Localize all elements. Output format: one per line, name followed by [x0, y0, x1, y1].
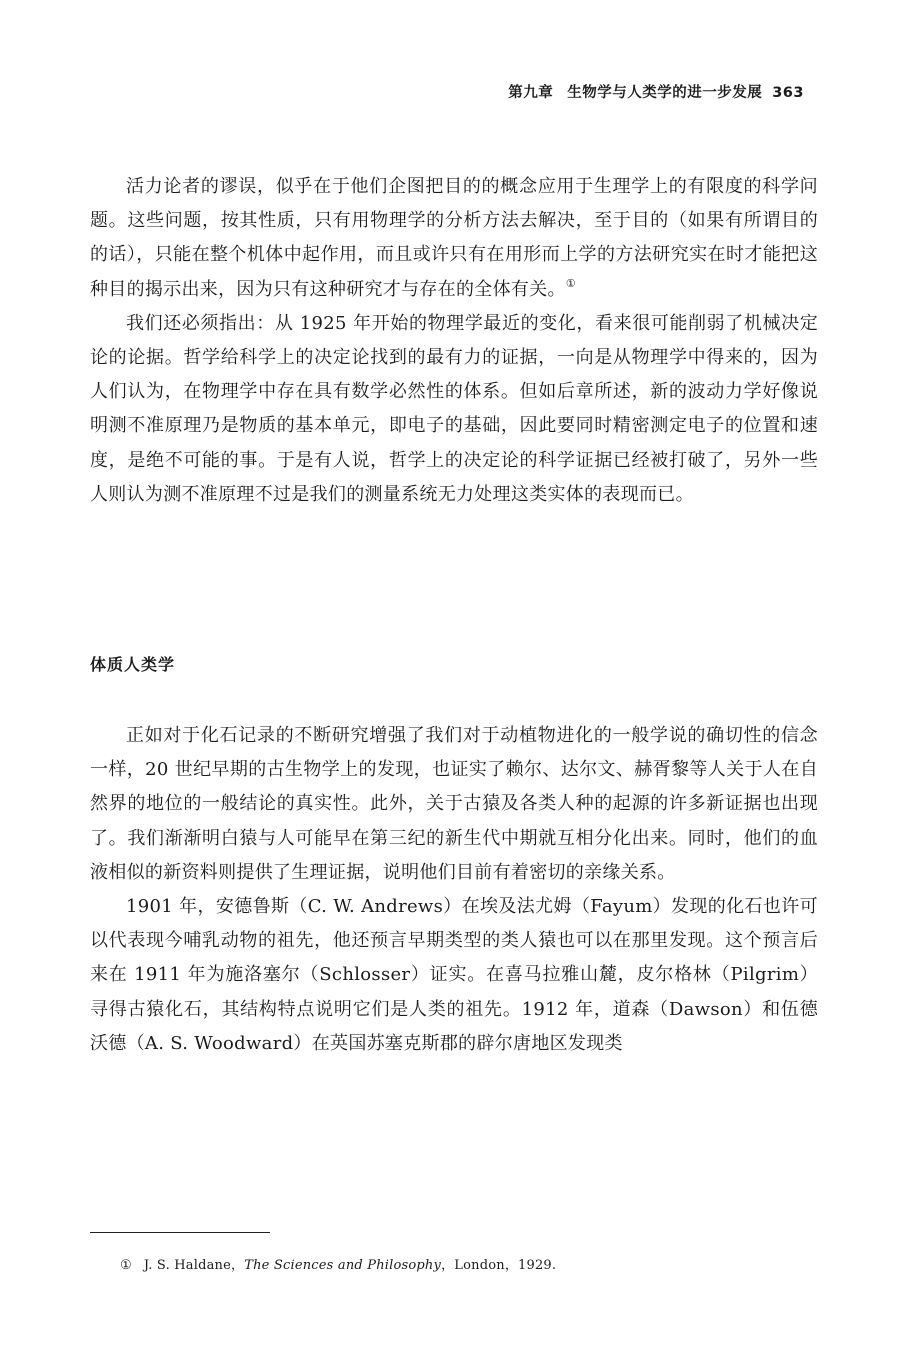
footnote-author: J. S. Haldane， [143, 1258, 245, 1273]
paragraph-text: 1901 年，安德鲁斯（C. W. Andrews）在埃及法尤姆（Fayum）发现的化石也许可以代表现今哺乳动物的祖先，他还预言早期类型的类人猿也可以在那里发现。这个预言后来在 1911 年为施洛塞尔（Schlosser）证实。在喜马拉雅山麓，皮尔格林（Pilgrim）寻得古猿化石，其结构特点说明它们是人类的祖先。1912 年，道森（Dawson）和伍德沃德（A. S. Woodward）在英国苏塞克斯郡的辟尔唐地区发现类 [90, 896, 818, 1054]
footnote-reference: ① [565, 276, 576, 290]
body-text-top [90, 170, 818, 512]
body-text-section [90, 719, 818, 1061]
footnote-mark: ① [120, 1258, 132, 1273]
footnote-divider [90, 1232, 270, 1233]
footnote-title: The Sciences and Philosophy [244, 1258, 442, 1273]
footnote-publication: ，London，1929. [441, 1258, 557, 1273]
chapter-label: 第九章 [508, 85, 554, 101]
paragraph-fossil-record [90, 719, 818, 890]
section-heading: 体质人类学 [90, 655, 176, 674]
running-head [508, 81, 804, 102]
paragraph-text: 我们还必须指出：从 1925 年开始的物理学最近的变化，看来很可能削弱了机械决定论的论据。哲学给科学上的决定论找到的最有力的证据，一向是从物理学中得来的，因为人们认为，在物理学中存在具有数学必然性的体系。但如后章所述，新的波动力学好像说明测不准原理乃是物质的基本单元，即电子的基础，因此要同时精密测定电子的位置和速度，是绝不可能的事。于是有人说，哲学上的决定论的科学证据已经被打破了，另外一些人则认为测不准原理不过是我们的测量系统无力处理这类实体的表现而已。 [90, 312, 818, 505]
paragraph-text: 活力论者的谬误，似乎在于他们企图把目的的概念应用于生理学上的有限度的科学问题。这些问题，按其性质，只有用物理学的分析方法去解决，至于目的（如果有所谓目的的话），只能在整个机体中起作用，而且或许只有在用形而上学的方法研究实在时才能把这种目的揭示出来，因为只有这种研究才与存在的全体有关。 [90, 176, 818, 300]
paragraph-discoveries [90, 890, 818, 1061]
chapter-title: 生物学与人类学的进一步发展 [567, 85, 763, 101]
paragraph-determinism [90, 307, 818, 512]
paragraph-text: 正如对于化石记录的不断研究增强了我们对于动植物进化的一般学说的确切性的信念一样，20 世纪早期的古生物学上的发现，也证实了赖尔、达尔文、赫胥黎等人关于人在自然界的地位的一般结论的真实性。此外，关于古猿及各类人种的起源的许多新证据也出现了。我们渐渐明白猿与人可能早在第三纪的新生代中期就互相分化出来。同时，他们的血液相似的新资料则提供了生理证据，说明他们目前有着密切的亲缘关系。 [90, 725, 818, 883]
footnote [120, 1254, 556, 1273]
paragraph-vitalism [90, 170, 818, 307]
page-number: 363 [772, 85, 804, 101]
